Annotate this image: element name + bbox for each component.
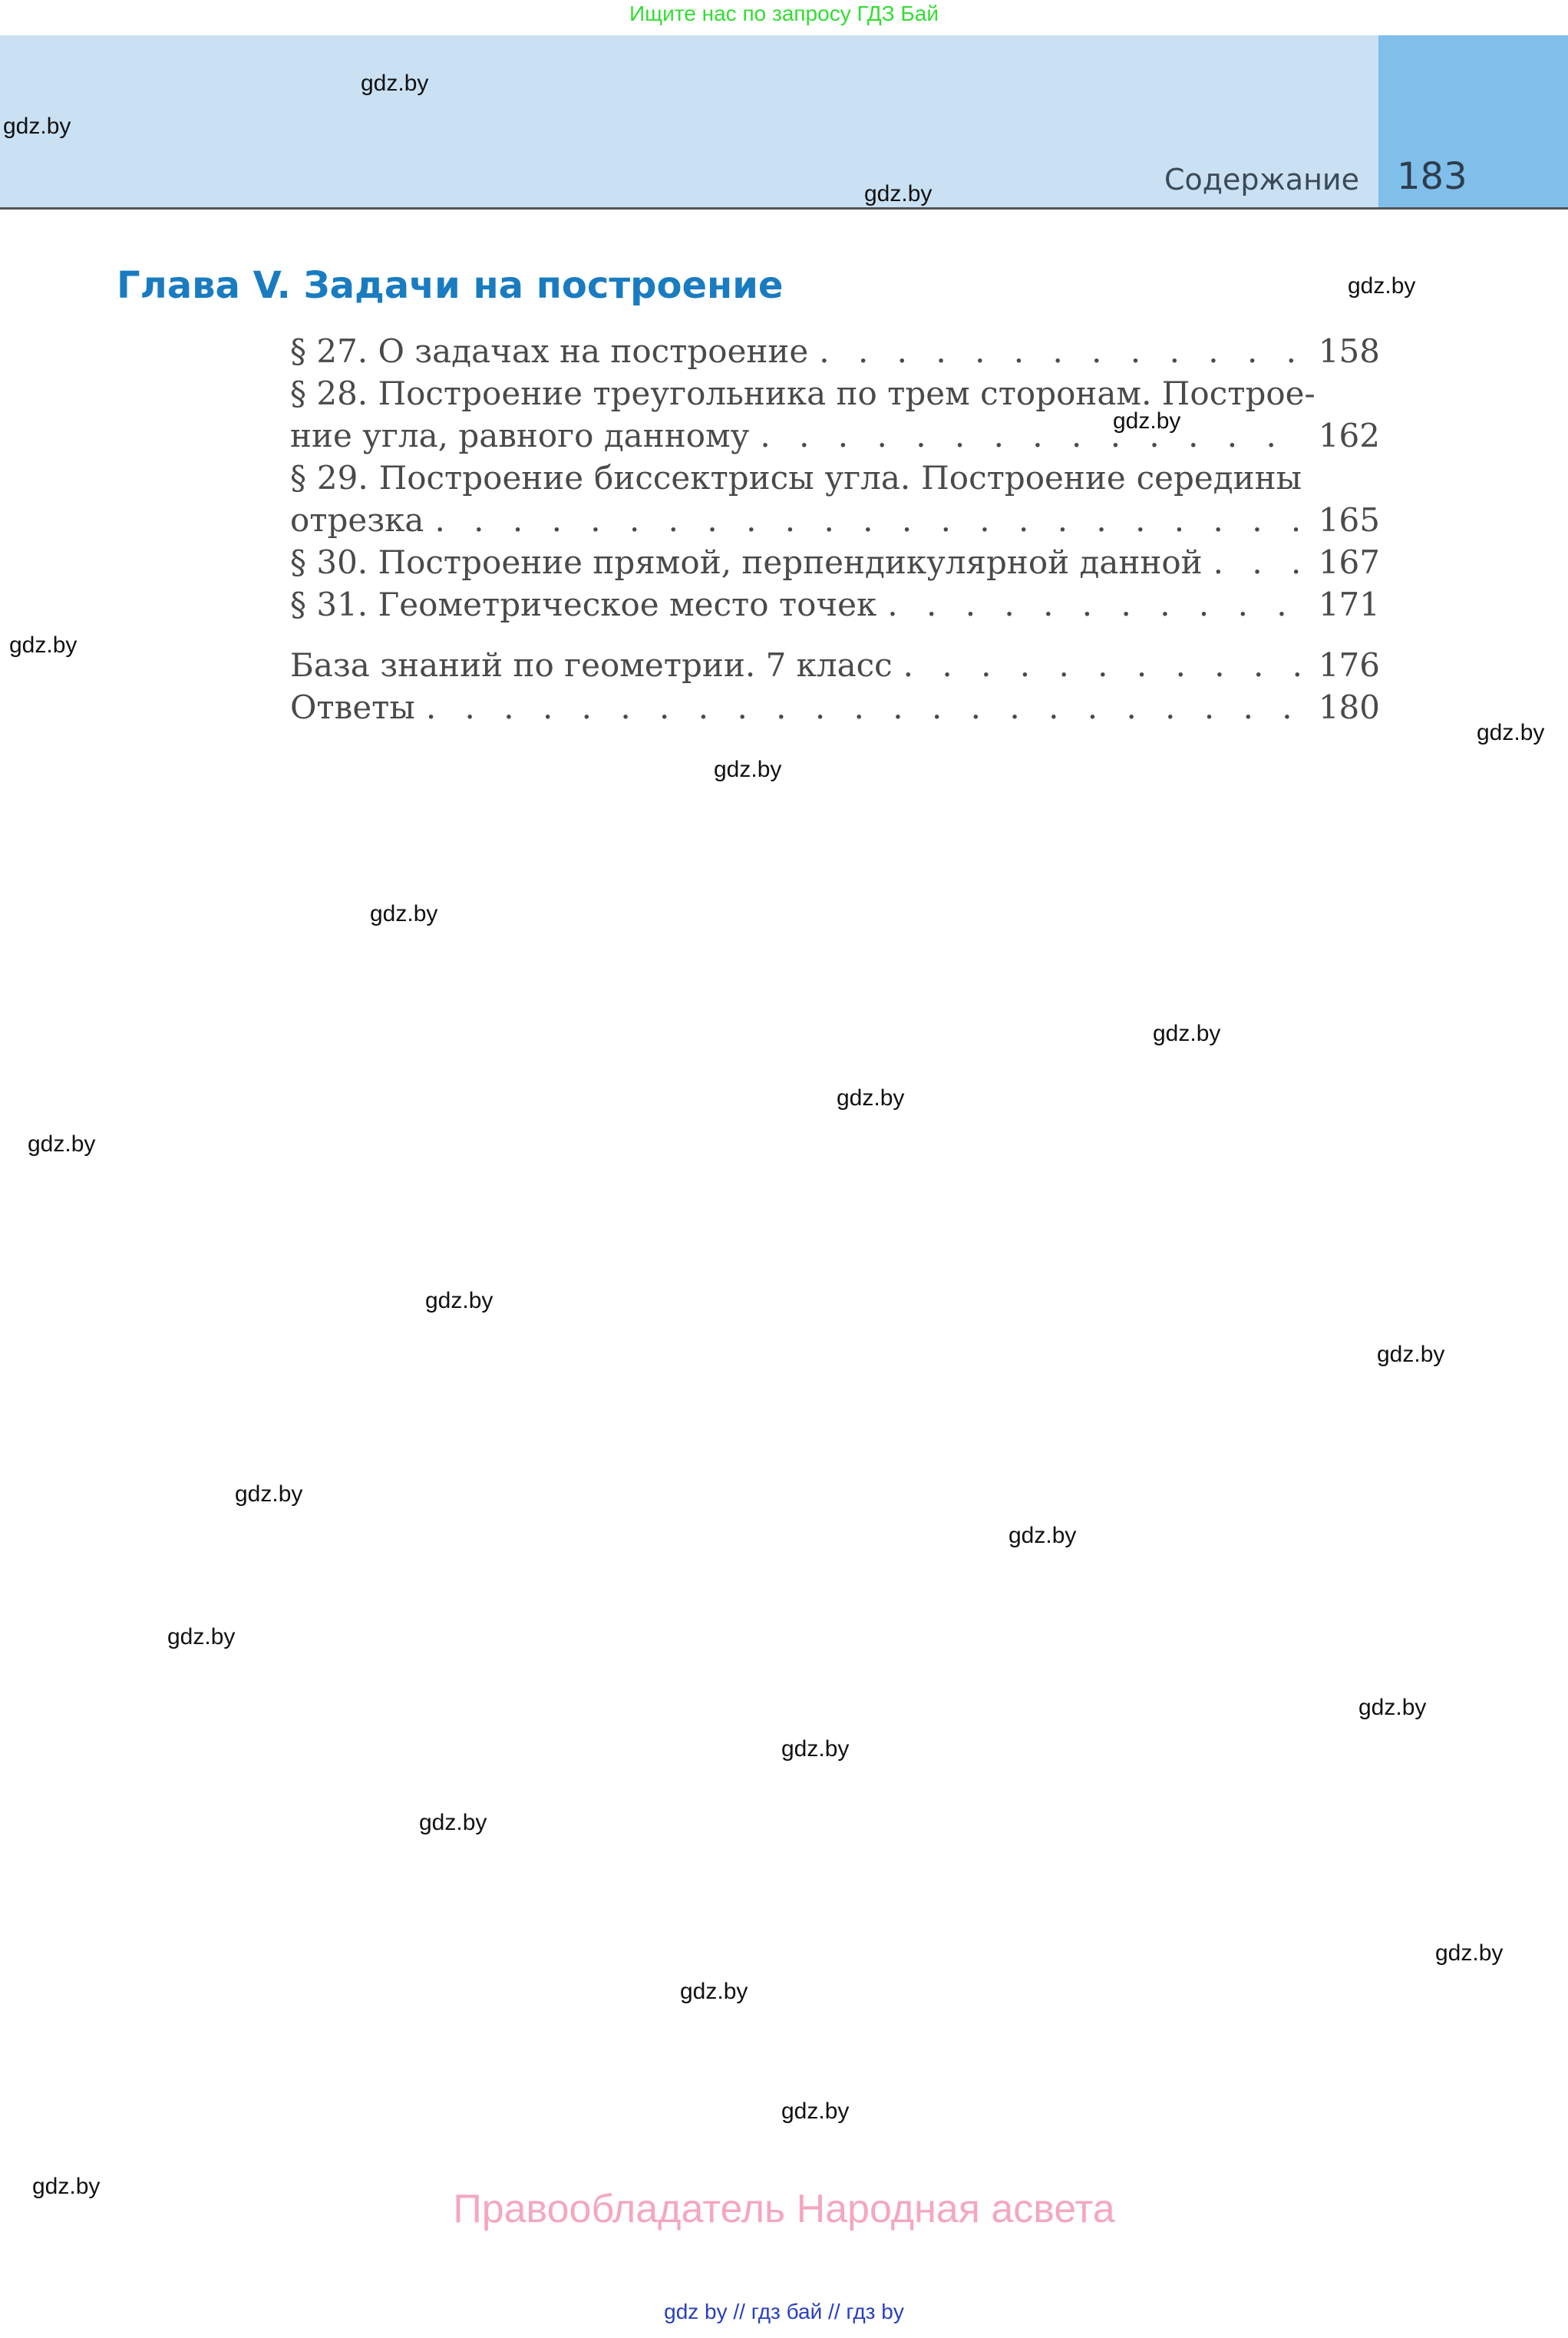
watermark: gdz.by bbox=[425, 1288, 494, 1313]
rights-holder-notice: Правообладатель Народная асвета bbox=[453, 2187, 1115, 2231]
toc-entry-page: 158 bbox=[1318, 332, 1380, 370]
watermark: gdz.by bbox=[32, 2174, 101, 2199]
toc-entry-28[interactable] bbox=[290, 372, 1380, 457]
toc-leader-dots bbox=[760, 414, 1307, 457]
footer-links[interactable]: gdz by // гдз бай // гдз by bbox=[664, 2300, 904, 2323]
toc-entry-label: отрезка bbox=[290, 501, 424, 539]
toc-leader-dots bbox=[903, 644, 1308, 686]
watermark: gdz.by bbox=[419, 1810, 487, 1835]
watermark: gdz.by bbox=[680, 1979, 748, 2004]
watermark: gdz.by bbox=[1435, 1940, 1504, 1966]
toc-leader-dots bbox=[426, 686, 1308, 728]
toc-entry-page: 176 bbox=[1318, 646, 1380, 684]
toc-entry-label: § 31. Геометрическое место точек bbox=[290, 586, 877, 623]
toc-leader-dots bbox=[1213, 541, 1308, 583]
toc-entry-label-line1: § 28. Построение треугольника по трем сторонам. Построе- bbox=[290, 375, 1315, 412]
toc-entry-page: 180 bbox=[1318, 689, 1380, 726]
toc-entry-label: § 30. Построение прямой, перпендикулярной данной bbox=[290, 543, 1203, 581]
toc-entry-label: ние угла, равного данному bbox=[290, 417, 750, 454]
watermark: gdz.by bbox=[167, 1624, 236, 1649]
watermark: gdz.by bbox=[1113, 408, 1181, 434]
toc-entry-label-line1: § 29. Построение биссектрисы угла. Построение середины bbox=[290, 459, 1302, 497]
toc-entry-page: 162 bbox=[1318, 417, 1380, 454]
toc-leader-dots bbox=[434, 499, 1307, 541]
section-title: Содержание bbox=[1164, 163, 1359, 196]
watermark: gdz.by bbox=[370, 901, 438, 926]
toc-leader-dots bbox=[887, 583, 1308, 626]
header-divider bbox=[0, 207, 1568, 210]
toc-leader-dots bbox=[819, 330, 1308, 372]
watermark: gdz.by bbox=[361, 71, 429, 96]
watermark: gdz.by bbox=[781, 1736, 850, 1762]
watermark: gdz.by bbox=[1358, 1695, 1427, 1720]
toc-entry-label: Ответы bbox=[290, 689, 415, 726]
toc-entry-page: 165 bbox=[1318, 501, 1380, 539]
watermark: gdz.by bbox=[781, 2099, 850, 2124]
watermark: gdz.by bbox=[9, 632, 78, 658]
top-search-hint[interactable]: Ищите нас по запросу ГДЗ Бай bbox=[629, 2, 939, 25]
watermark: gdz.by bbox=[1477, 720, 1545, 745]
watermark: gdz.by bbox=[864, 181, 933, 206]
chapter-title: Глава V. Задачи на построение bbox=[117, 264, 784, 307]
toc-entry-31[interactable] bbox=[290, 583, 1380, 626]
toc-entry-30[interactable] bbox=[290, 541, 1380, 583]
watermark: gdz.by bbox=[235, 1481, 303, 1507]
watermark: gdz.by bbox=[1008, 1523, 1077, 1548]
watermark: gdz.by bbox=[28, 1131, 96, 1157]
watermark: gdz.by bbox=[3, 114, 71, 139]
toc-entry-knowledge-base[interactable] bbox=[290, 644, 1380, 686]
watermark: gdz.by bbox=[1348, 273, 1416, 299]
toc-entry-29[interactable] bbox=[290, 457, 1380, 541]
watermark: gdz.by bbox=[837, 1085, 905, 1111]
toc-entry-answers[interactable] bbox=[290, 686, 1380, 728]
toc-entry-27[interactable] bbox=[290, 330, 1380, 372]
toc-entry-page: 171 bbox=[1318, 586, 1380, 623]
watermark: gdz.by bbox=[1153, 1021, 1221, 1046]
watermark: gdz.by bbox=[1377, 1342, 1445, 1367]
toc-entry-label: § 27. О задачах на построение bbox=[290, 332, 809, 370]
toc-entry-label: База знаний по геометрии. 7 класс bbox=[290, 646, 893, 684]
toc-entry-page: 167 bbox=[1318, 543, 1380, 581]
table-of-contents bbox=[290, 330, 1380, 728]
page-number: 183 bbox=[1397, 155, 1467, 198]
watermark: gdz.by bbox=[714, 757, 782, 782]
